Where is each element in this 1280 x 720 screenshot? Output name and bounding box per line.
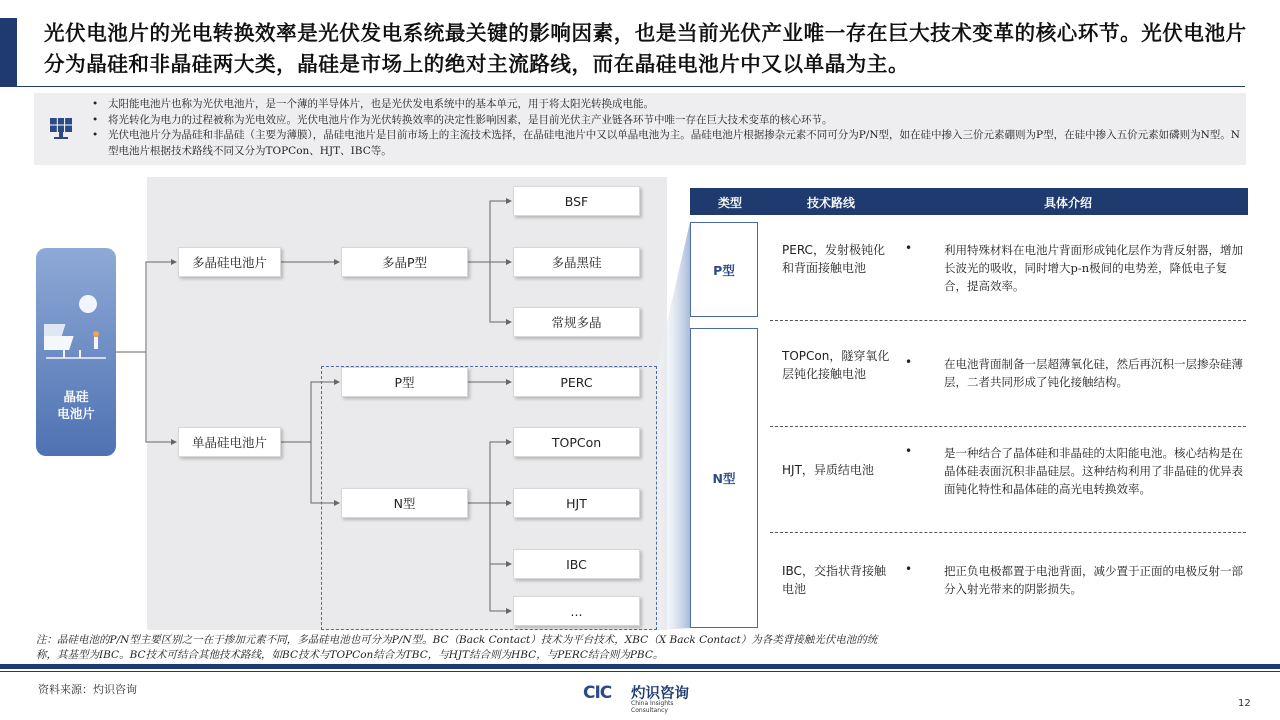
desc-perc: 利用特殊材料在电池片背面形成钝化层作为背反射器，增加长波光的吸收，同时增大p-n极间的电势差，降低电子复合，提高效率。 <box>944 243 1243 293</box>
header-description: 具体介绍 <box>1044 196 1093 210</box>
node-p-type: P型 <box>341 367 468 397</box>
row-divider <box>770 320 1246 321</box>
summary-bullet: • 光伏电池片分为晶硅和非晶硅（主要为薄膜），晶硅电池片是目前市场上的主流技术选择，在晶硅电池片中又以单晶电池为主。晶硅电池片根据掺杂元素不同可分为P/N型，如在硅中掺入三价元素硼则为P型，在硅中掺入五价元素如磷则为N型。N型电池片根据技术路线不同又分为TOPCon、HJT、IBC等。 <box>92 128 1240 159</box>
desc-ibc: 把正负电极都置于电池背面，减少置于正面的电极反射一部分入射光带来的阴影损失。 <box>944 564 1243 596</box>
node-multicrystalline: 多晶硅电池片 <box>178 247 281 277</box>
node-multi-p-type: 多晶P型 <box>341 247 468 277</box>
header-tech-route: 技术路线 <box>807 196 856 210</box>
type-n-box: N型 <box>690 328 758 628</box>
node-hjt: HJT <box>513 488 640 518</box>
logo-english-name: China Insights Consultancy <box>631 700 674 714</box>
desc-hjt: 是一种结合了晶体硅和非晶硅的太阳能电池。核心结构是在晶体硅表面沉积非晶硅层。这种结构利用了非晶硅的优异表面钝化特性和晶体硅的高光电转换效率。 <box>944 446 1243 496</box>
logo-mark: CIC <box>583 683 612 703</box>
node-bsf: BSF <box>513 186 640 216</box>
tech-topcon: TOPCon，隧穿氧化层钝化接触电池 <box>782 349 890 381</box>
footnote: 注：晶硅电池的P/N型主要区别之一在于掺加元素不同，多晶硅电池也可分为P/N型。BC（Back Contact）技术为平台技术，XBC（X Back Contact）为各类背接触光伏电池的统称，其基型为IBC。BC技术可结合其他技术路线，如BC技术与TOPCon结合为TBC，与HJT结合则为HBC，与PERC结合则为PBC。 <box>36 634 878 661</box>
bullet-marker: • <box>905 444 913 458</box>
logo-chinese-name: 灼识咨询 <box>631 686 689 702</box>
node-ibc: IBC <box>513 549 640 579</box>
root-label-line2: 电池片 <box>57 406 95 421</box>
bullet-marker: • <box>905 562 913 576</box>
footer-rule <box>0 671 1280 672</box>
source-citation: 资料来源：灼识咨询 <box>38 683 137 696</box>
node-perc: PERC <box>513 367 640 397</box>
row-divider <box>770 532 1246 533</box>
node-regular-multi: 常规多晶 <box>513 307 640 337</box>
row-divider <box>770 426 1246 427</box>
bullet-marker: • <box>905 241 913 255</box>
table-header <box>690 188 1248 215</box>
node-more: ... <box>513 596 640 626</box>
type-p-box: P型 <box>690 222 758 317</box>
page-title: 光伏电池片的光电转换效率是光伏发电系统最关键的影响因素，也是当前光伏产业唯一存在巨大技术变革的核心环节。光伏电池片分为晶硅和非晶硅两大类，晶硅是市场上的绝对主流路线，而在晶硅电池片中又以单晶为主。 <box>44 21 1247 76</box>
summary-bullet: • 将光转化为电力的过程被称为光电效应。光伏电池片作为光伏转换效率的决定性影响因素，是目前光伏主产业链各环节中唯一存在巨大技术变革的核心环节。 <box>92 113 1240 129</box>
desc-topcon: 在电池背面制备一层超薄氧化硅，然后再沉积一层掺杂硅薄层，二者共同形成了钝化接触结构。 <box>944 357 1243 389</box>
tech-hjt: HJT，异质结电池 <box>782 463 874 477</box>
node-black-silicon: 多晶黑硅 <box>513 247 640 277</box>
node-monocrystalline: 单晶硅电池片 <box>178 427 281 457</box>
node-n-type: N型 <box>341 488 468 518</box>
company-logo <box>583 682 703 712</box>
header-type: 类型 <box>718 196 743 210</box>
root-label-line1: 晶硅 <box>63 389 89 404</box>
node-topcon: TOPCon <box>513 427 640 457</box>
tech-perc: PERC，发射极钝化和背面接触电池 <box>782 243 885 275</box>
bullet-marker: • <box>905 355 913 369</box>
footer-band <box>0 664 1280 669</box>
summary-bullet: • 太阳能电池片也称为光伏电池片，是一个薄的半导体片，也是光伏发电系统中的基本单元，用于将太阳光转换成电能。 <box>92 97 1240 113</box>
tech-ibc: IBC，交指状背接触电池 <box>782 564 886 596</box>
page-number: 12 <box>1238 698 1251 709</box>
